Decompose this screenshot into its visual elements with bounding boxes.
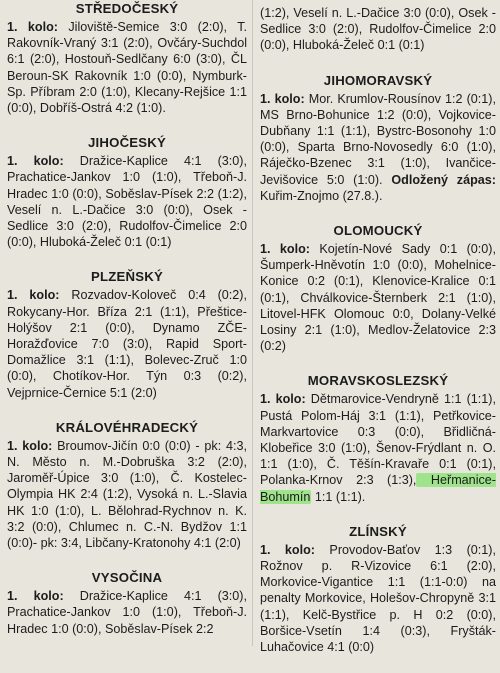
- region-olomoucky: [260, 222, 496, 354]
- round-label: 1. kolo:: [7, 589, 64, 604]
- round-label: 1. kolo:: [7, 154, 64, 169]
- region-heading: PLZEŇSKÝ: [91, 269, 163, 285]
- round-label: 1. kolo:: [7, 438, 53, 453]
- results-text: [7, 153, 247, 250]
- postponed-label: Odložený zápas:: [382, 172, 496, 187]
- results-text: [260, 241, 496, 354]
- left-column: [7, 0, 247, 655]
- results-text: [7, 19, 247, 116]
- results-text: [7, 438, 247, 551]
- results: Mor. Krumlov-Rousínov 1:2 (0:1), MS Brno-Bohunice 1:2 (0:0), Vojkovice-Dubňany 1:1 (1:1), Bystrc-Bosonohy 1:0 (0:0), Sparta Brno-Novosedly 6:0 (1:0), Ráječko-Bzenec 3:1 (1:0), Ivančice-Jevišovice 5:0 (1:0).: [260, 91, 496, 187]
- region-zlinsky: [260, 523, 496, 655]
- results: Provodov-Baťov 1:3 (0:1), Rožnov p. R-Vizovice 6:1 (2:0), Morkovice-Vigantice 1:1 (1:1-0:0) na penalty Morkovice, Holešov-Chropyně 3:1 (1:1), Kelč-Bystřice p. H 0:2 (0:0), Boršice-Vsetín 1:4 (0:3), Fryšták-Luhačovice 4:1 (0:0): [260, 542, 496, 655]
- highlighted-score: 1:1 (1:1).: [311, 489, 366, 504]
- region-heading: ZLÍNSKÝ: [349, 523, 407, 539]
- results: (1:2), Veselí n. L.-Dačice 3:0 (0:0), Osek -Sedlice 3:0 (2:0), Rudolfov-Čimelice 2:0 (0:0), Hluboká-Želeč 0:1 (0:1): [260, 6, 496, 53]
- results: Dražice-Kaplice 4:1 (3:0), Prachatice-Jankov 1:0 (1:0), Třeboň-J. Hradec 1:0 (0:0), Soběslav-Písek 2:2: [7, 589, 247, 636]
- region-moravskoslezsky: [260, 372, 496, 504]
- column-divider: [252, 0, 253, 646]
- results-text: [7, 588, 247, 637]
- results-text: [260, 91, 496, 204]
- postponed-match: Kuřim-Znojmo (27.8.).: [260, 188, 383, 203]
- results: Dětmarovice-Vendryně 1:1 (1:1), Pustá Polom-Háj 3:1 (1:1), Petřkovice-Markvartovice 0:3 (0:0), Břidličná-Klobeřice 3:0 (1:0), Šenov-Frýdlant n. O. 1:1 (1:0), Č. Těšín-Kravaře 0:1 (0:1), Polanka-Krnov 2:3 (1:3),: [260, 392, 496, 488]
- results: Broumov-Jičín 0:0 (0:0) - pk: 4:3, N. Město n. M.-Dobruška 3:2 (2:0), Jaroměř-Úpice 3:0 (1:0), Č. Kostelec-Olympia HK 2:4 (1:2), Vysoká n. L.-Slavia HK 1:0 (1:0), L. Bělohrad-Rychnov n. K. 3:2 (0:0), Chlumec n. C.-N. Bydžov 1:1 (0:0)- pk: 3:4, Libčany-Kratonohy 4:1 (2:0): [7, 438, 247, 551]
- region-plzensky: [7, 268, 247, 400]
- region-continued: [260, 5, 496, 54]
- region-heading: VYSOČINA: [91, 570, 163, 586]
- region-heading: OLOMOUCKÝ: [333, 223, 423, 239]
- results: Rozvadov-Koloveč 0:4 (0:2), Rokycany-Hor. Bříza 2:1 (1:1), Přeštice-Holýšov 2:1 (0:0), Dynamo ZČE-Horažďovice 7:0 (3:0), Rapid Sport-Domažlice 3:1 (1:1), Bolevec-Zruč 1:0 (0:0), Chotíkov-Hor. Týn 0:3 (0:2), Vejprnice-Černice 5:1 (2:0): [7, 288, 247, 400]
- highlighted-match: Heřmanice-Bohumín: [260, 473, 496, 504]
- results-text: [260, 542, 496, 655]
- right-column: [260, 0, 496, 673]
- region-jihocesky: [7, 134, 247, 250]
- region-heading: KRÁLOVÉHRADECKÝ: [55, 419, 199, 435]
- results: Dražice-Kaplice 4:1 (3:0), Prachatice-Jankov 1:0 (1:0), Třeboň-J. Hradec 1:0 (0:0), Soběslav-Písek 2:2 (1:2), Veselí n. L.-Dačice 3:0 (0:0), Osek -Sedlice 3:0 (2:0), Rudolfov-Čimelice 2:0 (0:0), Hluboká-Želeč 0:1 (0:1): [7, 154, 247, 250]
- results-text: [260, 5, 496, 54]
- region-heading: MORAVSKOSLEZSKÝ: [307, 373, 449, 389]
- results: Jiloviště-Semice 3:0 (2:0), T. Rakovník-Vraný 3:1 (2:0), Ovčáry-Suchdol 6:1 (2:0), Hostouň-Sedlčany 6:0 (3:0), ČL Beroun-SK Rakovník 1:0 (0:0), Nymburk-Sp. Příbram 2:0 (1:0), Klecany-Rejšice 1:1 (0:0), Dobříš-Ostrá 4:2 (1:0).: [7, 20, 247, 116]
- region-heading: JIHOČESKÝ: [87, 135, 166, 151]
- round-label: 1. kolo:: [260, 392, 306, 407]
- region-kralovehradecky: [7, 419, 247, 551]
- region-stredocesky: [7, 0, 247, 116]
- results-text: [7, 287, 247, 400]
- round-label: 1. kolo:: [260, 542, 316, 557]
- round-label: 1. kolo:: [260, 91, 305, 106]
- round-label: 1. kolo:: [260, 242, 310, 257]
- region-heading: JIHOMORAVSKÝ: [323, 72, 433, 88]
- results: Kojetín-Nové Sady 0:1 (0:0), Šumperk-Hněvotín 1:0 (0:0), Mohelnice-Konice 0:2 (0:1), Klenovice-Kralice 0:1 (0:1), Chválkovice-Šternberk 2:1 (1:0), Litovel-HFK Olomouc 0:0, Dolany-Velké Losiny 2:1 (1:0), Medlov-Želatovice 2:3 (0:2): [260, 242, 496, 354]
- region-jihomoravsky: [260, 72, 496, 204]
- region-vysocina: [7, 569, 247, 637]
- results-text: [260, 391, 496, 504]
- round-label: 1. kolo:: [7, 20, 58, 34]
- round-label: 1. kolo:: [7, 288, 60, 303]
- region-heading: STŘEDOČESKÝ: [75, 1, 179, 16]
